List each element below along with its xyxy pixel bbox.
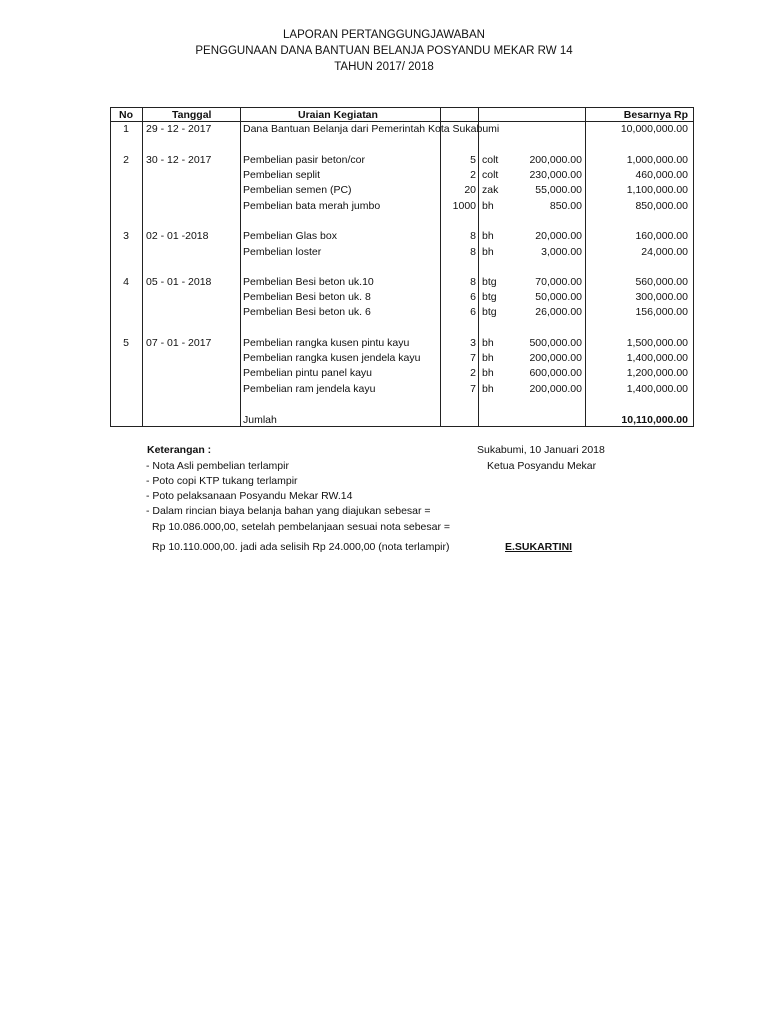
row-uraian: Pembelian rangka kusen pintu kayu <box>243 337 410 349</box>
row-uraian: Pembelian semen (PC) <box>243 184 352 196</box>
row-harga: 200,000.00 <box>529 154 582 166</box>
col-header-tanggal: Tanggal <box>172 109 212 121</box>
row-uraian: Pembelian Besi beton uk. 6 <box>243 306 371 318</box>
row-total: 160,000.00 <box>635 230 688 242</box>
report-title-line-1: LAPORAN PERTANGGUNGJAWABAN <box>283 29 485 41</box>
row-uraian: Pembelian seplit <box>243 169 321 181</box>
row-harga: 850.00 <box>549 200 582 212</box>
row-harga: 55,000.00 <box>535 184 582 196</box>
row-total: 460,000.00 <box>635 169 688 181</box>
row-tanggal: 29 - 12 - 2017 <box>146 123 212 135</box>
row-satuan: bh <box>482 230 494 242</box>
row-satuan: bh <box>482 200 494 212</box>
row-tanggal: 05 - 01 - 2018 <box>146 276 212 288</box>
col-header-besarnya: Besarnya Rp <box>623 109 688 121</box>
row-qty: 5 <box>470 154 476 166</box>
row-qty: 1000 <box>452 200 476 212</box>
row-tanggal: 30 - 12 - 2017 <box>146 154 212 166</box>
row-harga: 70,000.00 <box>535 276 582 288</box>
row-total: 1,500,000.00 <box>626 337 688 349</box>
row-satuan: bh <box>482 383 494 395</box>
row-harga: 3,000.00 <box>541 246 582 258</box>
signature-name: E.SUKARTINI <box>505 541 573 553</box>
signature-role: Ketua Posyandu Mekar <box>487 460 597 472</box>
signature-place-date: Sukabumi, 10 Januari 2018 <box>477 444 605 456</box>
row-qty: 6 <box>470 306 476 318</box>
report-title-line-3: TAHUN 2017/ 2018 <box>334 61 434 73</box>
row-harga: 50,000.00 <box>535 291 582 303</box>
row-no: 2 <box>123 154 129 166</box>
col-line <box>440 107 441 427</box>
jumlah-total: 10,110,000.00 <box>621 414 688 426</box>
row-uraian: Pembelian Besi beton uk. 8 <box>243 291 371 303</box>
row-total: 300,000.00 <box>635 291 688 303</box>
note-item: - Poto copi KTP tukang terlampir <box>146 475 298 487</box>
row-total: 1,200,000.00 <box>626 367 688 379</box>
row-uraian: Pembelian pintu panel kayu <box>243 367 373 379</box>
row-qty: 7 <box>470 383 476 395</box>
row-no: 4 <box>123 276 129 288</box>
table-border-top <box>110 107 694 108</box>
note-detail-2: Rp 10.110.000,00. jadi ada selisih Rp 24.000,00 (nota terlampir) <box>152 541 450 553</box>
row-total: 1,400,000.00 <box>626 352 688 364</box>
row-tanggal: 02 - 01 -2018 <box>146 230 209 242</box>
row-harga: 600,000.00 <box>529 367 582 379</box>
row-harga: 200,000.00 <box>529 352 582 364</box>
row-total: 156,000.00 <box>635 306 688 318</box>
col-line <box>478 107 479 427</box>
row-satuan: bh <box>482 367 494 379</box>
row-uraian: Pembelian bata merah jumbo <box>243 200 381 212</box>
row-satuan: btg <box>482 291 497 303</box>
row-satuan: bh <box>482 337 494 349</box>
row-harga: 20,000.00 <box>535 230 582 242</box>
row-harga: 26,000.00 <box>535 306 582 318</box>
col-line <box>142 107 143 427</box>
col-line <box>693 107 694 427</box>
row-satuan: bh <box>482 246 494 258</box>
row-total: 850,000.00 <box>635 200 688 212</box>
row-no: 3 <box>123 230 129 242</box>
row-qty: 3 <box>470 337 476 349</box>
row-qty: 20 <box>464 184 476 196</box>
jumlah-label: Jumlah <box>243 414 277 426</box>
row-no: 1 <box>123 123 129 135</box>
row-uraian: Pembelian loster <box>243 246 322 258</box>
row-qty: 7 <box>470 352 476 364</box>
row-uraian: Pembelian Besi beton uk.10 <box>243 276 374 288</box>
col-header-uraian: Uraian Kegiatan <box>298 109 378 121</box>
col-header-no: No <box>119 109 133 121</box>
report-title-line-2: PENGGUNAAN DANA BANTUAN BELANJA POSYANDU MEKAR RW 14 <box>195 45 573 57</box>
row-satuan: zak <box>482 184 499 196</box>
row-total: 1,100,000.00 <box>626 184 688 196</box>
col-line <box>240 107 241 427</box>
row-qty: 2 <box>470 367 476 379</box>
row-satuan: bh <box>482 352 494 364</box>
note-detail-1: Rp 10.086.000,00, setelah pembelanjaan sesuai nota sebesar = <box>152 521 451 533</box>
row-total: 10,000,000.00 <box>620 123 688 135</box>
row-no: 5 <box>123 337 129 349</box>
row-harga: 200,000.00 <box>529 383 582 395</box>
row-uraian: Pembelian Glas box <box>243 230 337 242</box>
row-total: 560,000.00 <box>635 276 688 288</box>
row-uraian: Pembelian pasir beton/cor <box>243 154 365 166</box>
row-satuan: colt <box>482 169 499 181</box>
row-total: 1,400,000.00 <box>626 383 688 395</box>
row-qty: 8 <box>470 230 476 242</box>
row-tanggal: 07 - 01 - 2017 <box>146 337 212 349</box>
row-total: 1,000,000.00 <box>626 154 688 166</box>
row-uraian: Pembelian ram jendela kayu <box>243 383 376 395</box>
note-item: - Nota Asli pembelian terlampir <box>146 460 289 472</box>
row-uraian: Pembelian rangka kusen jendela kayu <box>243 352 421 364</box>
row-qty: 8 <box>470 276 476 288</box>
row-harga: 230,000.00 <box>529 169 582 181</box>
note-item: - Dalam rincian biaya belanja bahan yang diajukan sebesar = <box>146 505 431 517</box>
notes-title: Keterangan : <box>147 444 212 456</box>
row-uraian: Dana Bantuan Belanja dari Pemerintah Kota Sukabumi <box>243 123 500 135</box>
row-qty: 8 <box>470 246 476 258</box>
row-qty: 6 <box>470 291 476 303</box>
row-total: 24,000.00 <box>641 246 688 258</box>
row-satuan: btg <box>482 276 497 288</box>
row-qty: 2 <box>470 169 476 181</box>
note-item: - Poto pelaksanaan Posyandu Mekar RW.14 <box>146 490 353 502</box>
row-satuan: colt <box>482 154 499 166</box>
row-satuan: btg <box>482 306 497 318</box>
row-harga: 500,000.00 <box>529 337 582 349</box>
